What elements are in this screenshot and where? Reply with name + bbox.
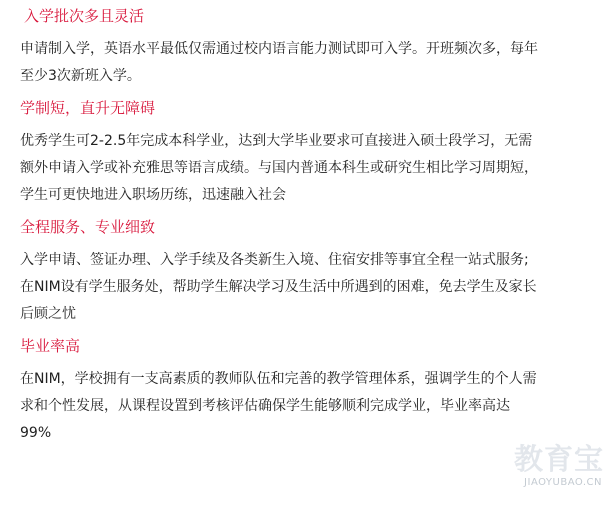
paragraph-line: 至少3次新班入学。 [20,68,141,84]
paragraph-line: 入学申请、签证办理、入学手续及各类新生入境、住宿安排等事宜全程一站式服务; [20,252,529,268]
section-short-program [20,98,604,209]
section-paragraph [20,128,604,209]
paragraph-line: 额外申请入学或补充雅思等语言成绩。与国内普通本科生或研究生相比学习周期短， [20,160,538,176]
section-heading: 毕业率高 [20,337,81,355]
watermark-url: JIAOYUBAO.CN [524,477,602,488]
section-paragraph [20,247,604,328]
section-enrollment [20,6,604,90]
section-heading: 全程服务、专业细致 [20,218,156,236]
paragraph-line: 求和个性发展，从课程设置到考核评估确保学生能够顺利完成学业，毕业率高达 [20,398,510,414]
paragraph-line: 后顾之忧 [20,306,76,322]
section-full-service [20,217,604,328]
section-paragraph [20,366,604,447]
section-graduation-rate [20,336,604,447]
paragraph-line: 申请制入学，英语水平最低仅需通过校内语言能力测试即可入学。开班频次多，每年 [20,41,538,57]
section-heading: 学制短，直升无障碍 [20,99,156,117]
section-heading: 入学批次多且灵活 [24,7,145,25]
paragraph-line: 学生可更快地进入职场历练，迅速融入社会 [20,187,286,203]
paragraph-line: 在NIM设有学生服务处，帮助学生解决学习及生活中所遇到的困难，免去学生及家长 [20,279,537,295]
paragraph-line: 99% [20,425,52,441]
paragraph-line: 优秀学生可2-2.5年完成本科学业，达到大学毕业要求可直接进入硕士段学习，无需 [20,133,533,149]
section-paragraph [20,36,604,90]
paragraph-line: 在NIM，学校拥有一支高素质的教师队伍和完善的教学管理体系，强调学生的个人需 [20,371,537,387]
watermark-text: 教育宝 [513,442,604,476]
